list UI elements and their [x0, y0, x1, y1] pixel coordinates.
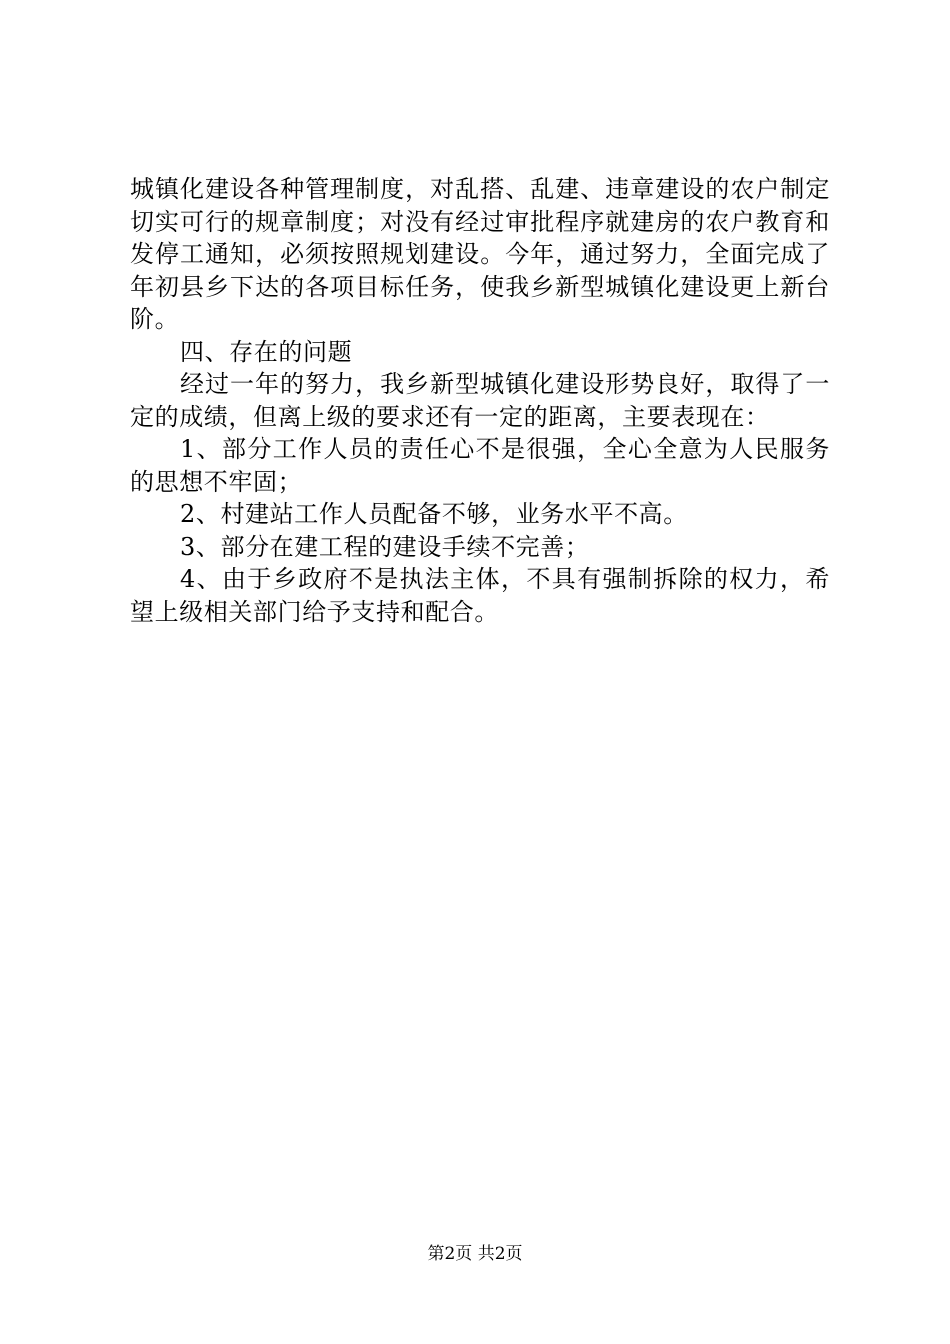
list-item-4: 4、由于乡政府不是执法主体，不具有强制拆除的权力，希望上级相关部门给予支持和配合。 [130, 565, 830, 626]
section-heading: 四、存在的问题 [180, 337, 353, 366]
document-body [130, 173, 830, 628]
list-item-3: 3、部分在建工程的建设手续不完善； [180, 532, 590, 561]
page-footer: 第2页 共2页 [427, 1244, 523, 1264]
paragraph-summary: 经过一年的努力，我乡新型城镇化建设形势良好，取得了一定的成绩，但离上级的要求还有一定的距离，主要表现在： [130, 370, 830, 431]
list-item-1: 1、部分工作人员的责任心不是很强，全心全意为人民服务的思想不牢固； [130, 435, 830, 496]
list-item-2: 2、村建站工作人员配备不够，业务水平不高。 [180, 500, 688, 528]
paragraph-continuation: 城镇化建设各种管理制度，对乱搭、乱建、违章建设的农户制定切实可行的规章制度；对没有经过审批程序就建房的农户教育和发停工通知，必须按照规划建设。今年，通过努力，全面完成了年初县乡下达的各项目标任务，使我乡新型城镇化建设更上新台阶。 [130, 175, 830, 333]
